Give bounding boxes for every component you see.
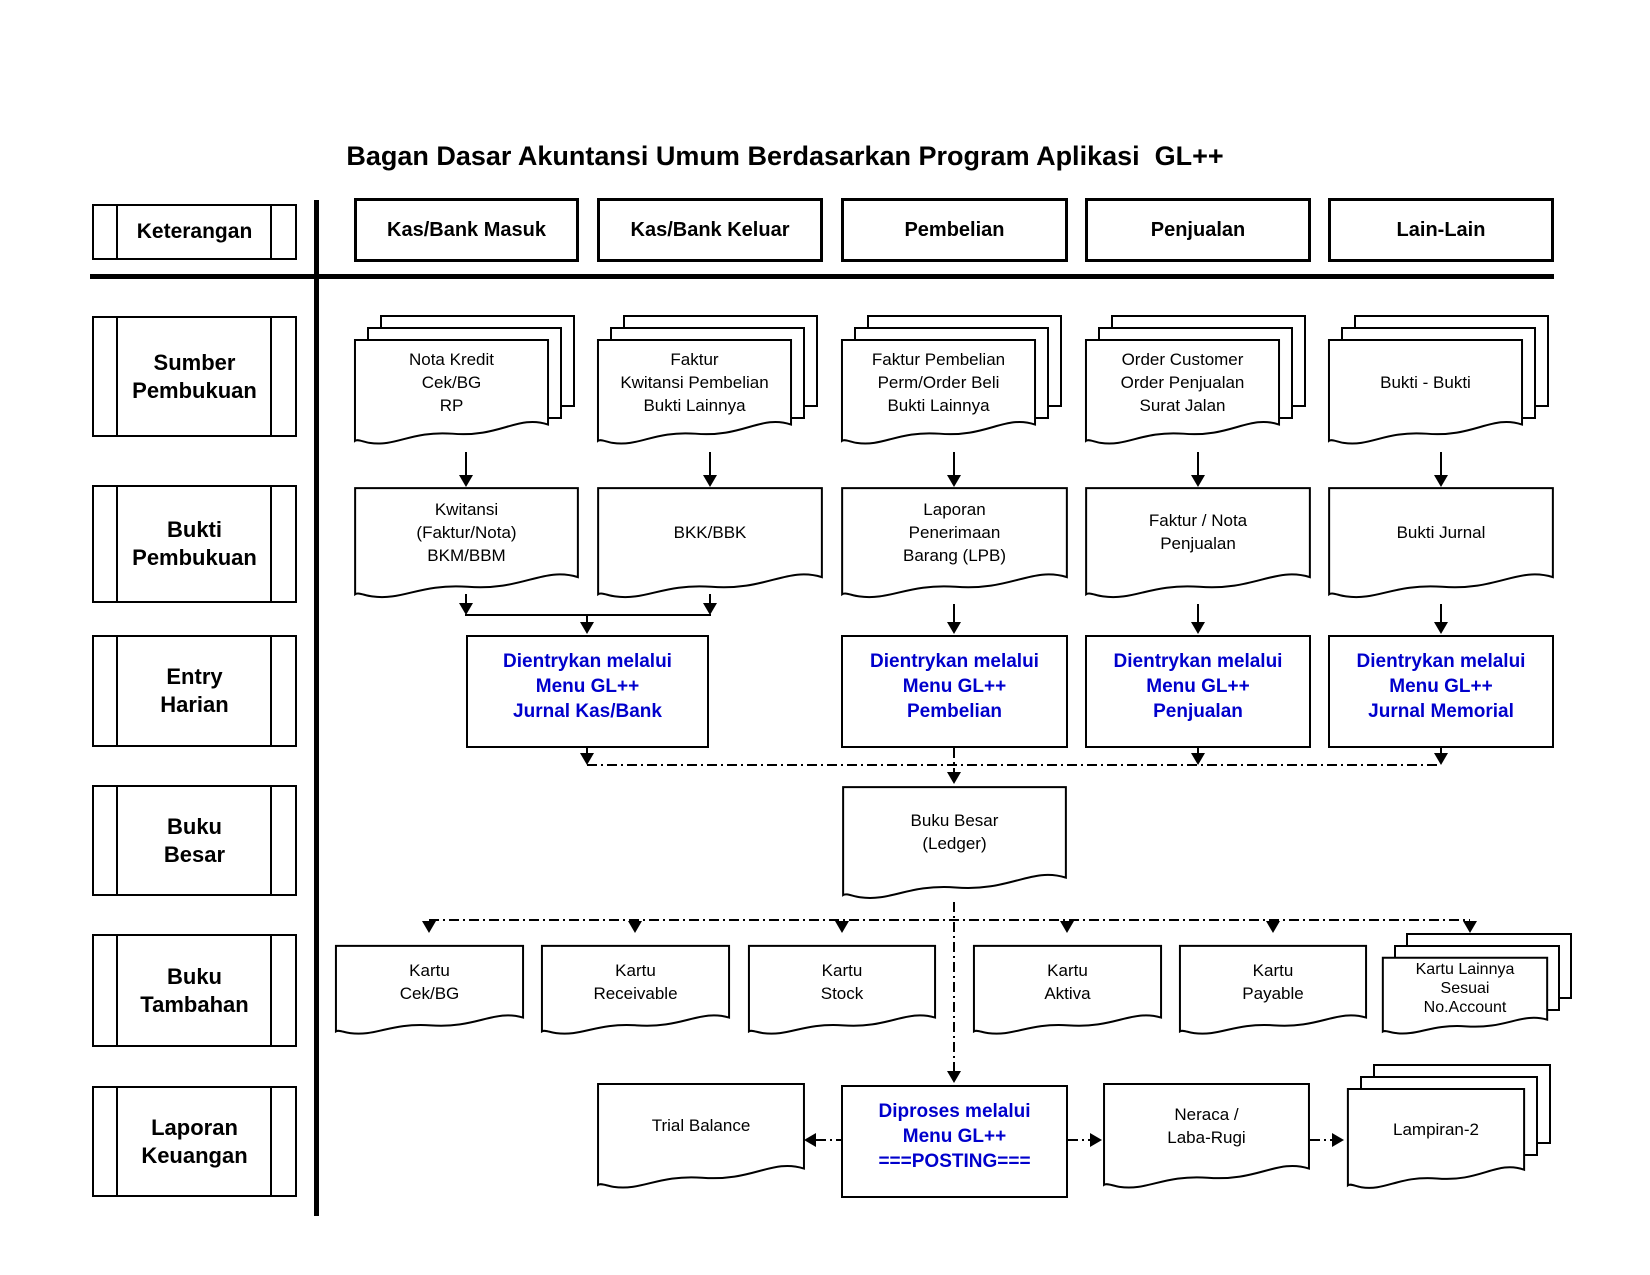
column-header-penjualan xyxy=(1085,198,1311,262)
entry-line: Dientrykan melalui xyxy=(870,651,1039,672)
row-label-line: Sumber xyxy=(153,349,236,375)
doc-text xyxy=(1330,339,1521,425)
doc-line: (Ledger) xyxy=(922,834,987,853)
legend-box-inner-line xyxy=(270,487,272,601)
entry-line: Dientrykan melalui xyxy=(1356,651,1526,672)
doc-line: Bukti Lainnya xyxy=(887,395,990,415)
arrow-down-icon xyxy=(703,475,717,487)
doc-line: (Faktur/Nota) xyxy=(416,522,517,542)
kartu-doc-stock xyxy=(748,945,936,1040)
entry-line: Dientrykan melalui xyxy=(1113,651,1283,672)
doc-line: Kartu Lainnya xyxy=(1415,960,1515,978)
column-header-label: Penjualan xyxy=(1150,218,1246,241)
doc-text xyxy=(337,945,522,1018)
kartu-doc-aktiva xyxy=(973,945,1162,1040)
doc-line: Kwitansi Pembelian xyxy=(620,372,769,392)
row-label-buku-tambahan xyxy=(92,934,297,1047)
arrow-line xyxy=(1440,604,1442,624)
doc-line: Sesuai xyxy=(1440,979,1490,997)
bukti-doc-lpb xyxy=(841,487,1068,605)
doc-line: Penjualan xyxy=(1160,534,1236,553)
header-separator-line xyxy=(90,274,1554,279)
posting-line: Menu GL++ xyxy=(902,1126,1007,1147)
doc-text xyxy=(750,945,934,1018)
posting-to-neraca-line xyxy=(1068,1139,1092,1141)
diagram-title: Bagan Dasar Akuntansi Umum Berdasarkan Program Aplikasi GL++ xyxy=(346,141,1224,171)
column-header-label: Kas/Bank Masuk xyxy=(387,218,546,241)
row-label-line: Bukti xyxy=(167,517,222,542)
row-label-line: Entry xyxy=(166,664,223,689)
kartu-doc-payable xyxy=(1179,945,1367,1040)
lampiran-doc xyxy=(1347,1088,1525,1195)
arrow-line xyxy=(1197,604,1199,624)
column-header-lain-lain xyxy=(1328,198,1554,262)
source-doc-lain-lain xyxy=(1328,339,1523,451)
legend-box-inner-line xyxy=(270,936,272,1045)
legend-box-inner-line xyxy=(270,318,272,435)
row-label-line: Keuangan xyxy=(141,1142,248,1168)
doc-text xyxy=(843,339,1034,425)
entry-box-penjualan xyxy=(1085,635,1311,748)
doc-line: Nota Kredit xyxy=(408,349,495,369)
arrow-line xyxy=(953,748,955,774)
doc-line: Stock xyxy=(820,983,864,1003)
doc-line: Perm/Order Beli xyxy=(877,372,1000,392)
ledger-doc xyxy=(842,786,1067,906)
row-label-sumber-pembukuan xyxy=(92,316,297,437)
doc-text xyxy=(356,339,547,425)
arrow-down-icon xyxy=(1434,622,1448,634)
row-label-bukti-pembukuan xyxy=(92,485,297,603)
row-label-line: Besar xyxy=(163,841,226,867)
doc-line: Bukti - Bukti xyxy=(1380,372,1471,392)
doc-line: Kartu xyxy=(1252,960,1294,980)
arrow-line xyxy=(1197,452,1199,476)
doc-line: Buku Besar xyxy=(910,811,999,830)
legend-box-inner-line xyxy=(270,637,272,745)
entry-line: Menu GL++ xyxy=(1389,676,1493,697)
doc-line: Receivable xyxy=(593,983,678,1003)
row-label-laporan-keuangan xyxy=(92,1086,297,1197)
posting-line: Diproses melalui xyxy=(878,1101,1031,1122)
doc-text xyxy=(1105,1083,1308,1168)
doc-text xyxy=(1087,487,1309,577)
doc-line: Aktiva xyxy=(1044,983,1091,1003)
arrow-down-icon xyxy=(1434,475,1448,487)
legend-box-inner-line xyxy=(116,206,118,258)
arrow-down-icon xyxy=(947,622,961,634)
doc-line: RP xyxy=(439,395,464,415)
source-doc-kas-bank-keluar xyxy=(597,339,792,451)
row-label-line: Buku xyxy=(167,813,222,839)
arrow-down-icon xyxy=(580,622,594,634)
doc-line: Kartu xyxy=(821,960,863,980)
bukti-doc-bkk-bbk xyxy=(597,487,823,605)
doc-line: Laporan xyxy=(923,499,986,519)
column-header-pembelian xyxy=(841,198,1068,262)
entry-line: Jurnal Kas/Bank xyxy=(513,701,662,722)
doc-line: Neraca / xyxy=(1174,1104,1239,1124)
column-header-label: Lain-Lain xyxy=(1396,218,1486,241)
posting-to-trial-line xyxy=(816,1139,841,1141)
arrow-line xyxy=(953,452,955,476)
legend-box-inner-line xyxy=(270,787,272,894)
doc-line: BKK/BBK xyxy=(673,522,747,542)
arrow-down-icon xyxy=(628,921,642,933)
doc-line: Kartu xyxy=(1047,960,1088,980)
doc-text xyxy=(844,786,1065,878)
legend-box-inner-line xyxy=(116,637,118,745)
row-label-line: Pembukuan xyxy=(132,545,257,570)
arrow-down-icon xyxy=(459,475,473,487)
doc-line: Barang (LPB) xyxy=(903,545,1006,565)
legend-box-inner-line xyxy=(116,318,118,435)
legend-box-inner-line xyxy=(116,787,118,894)
doc-line: Faktur / Nota xyxy=(1148,511,1248,530)
doc-line: Kartu xyxy=(615,960,656,980)
arrow-down-icon xyxy=(1191,475,1205,487)
doc-line: Lampiran-2 xyxy=(1393,1119,1479,1139)
source-doc-kas-bank-masuk xyxy=(354,339,549,451)
source-doc-penjualan xyxy=(1085,339,1280,451)
doc-line: Faktur Pembelian xyxy=(871,349,1006,369)
neraca-to-lampiran-line xyxy=(1310,1139,1334,1141)
bukti-doc-bukti-jurnal xyxy=(1328,487,1554,605)
legend-header-box xyxy=(92,204,297,260)
entry-line: Menu GL++ xyxy=(902,676,1007,697)
doc-text xyxy=(599,487,821,577)
entry-box-pembelian xyxy=(841,635,1068,748)
doc-line: Surat Jalan xyxy=(1139,395,1226,415)
column-header-label: Pembelian xyxy=(904,218,1005,241)
arrow-line xyxy=(465,452,467,476)
entry-box-jurnal-memorial xyxy=(1328,635,1554,748)
doc-line: Order Customer xyxy=(1121,349,1244,369)
kartu-doc-cek-bg xyxy=(335,945,524,1040)
trial-balance-doc xyxy=(597,1083,805,1195)
doc-line: Trial Balance xyxy=(651,1116,751,1135)
row-label-buku-besar xyxy=(92,785,297,896)
column-header-kas-bank-keluar xyxy=(597,198,823,262)
doc-line: Bukti Lainnya xyxy=(643,395,746,415)
arrow-down-icon xyxy=(1060,921,1074,933)
arrow-down-icon xyxy=(947,475,961,487)
doc-line: Laba-Rugi xyxy=(1167,1127,1246,1147)
column-separator-line xyxy=(314,200,319,1216)
entry-line: Dientrykan melalui xyxy=(503,651,672,672)
doc-text xyxy=(1384,957,1546,1019)
doc-line: Kwitansi xyxy=(434,499,499,519)
legend-box-inner-line xyxy=(270,1088,272,1195)
posting-box xyxy=(841,1085,1068,1198)
row-label-line: Harian xyxy=(160,692,229,717)
entry-line: Penjualan xyxy=(1153,701,1243,722)
doc-text xyxy=(599,1083,803,1168)
column-header-kas-bank-masuk xyxy=(354,198,579,262)
arrow-down-icon xyxy=(835,921,849,933)
arrow-down-icon xyxy=(947,1071,961,1083)
branch-dashdot-line xyxy=(429,919,1470,921)
doc-line: BKM/BBM xyxy=(427,545,506,565)
column-header-label: Kas/Bank Keluar xyxy=(630,218,790,241)
arrow-line xyxy=(953,604,955,624)
arrow-left-icon xyxy=(804,1133,816,1147)
arrow-down-icon xyxy=(422,921,436,933)
row-label-line: Laporan xyxy=(151,1114,238,1140)
arrow-down-icon xyxy=(947,772,961,784)
row-label-line: Pembukuan xyxy=(132,377,257,403)
doc-text xyxy=(599,339,790,425)
entry-box-jurnal-kas-bank xyxy=(466,635,709,748)
ledger-to-posting-line xyxy=(953,902,955,1072)
doc-line: Cek/BG xyxy=(421,372,482,392)
doc-text xyxy=(356,487,577,577)
doc-line: Penerimaan xyxy=(908,522,1001,542)
doc-line: Order Penjualan xyxy=(1120,372,1245,392)
doc-line: No.Account xyxy=(1423,998,1507,1016)
legend-box-inner-line xyxy=(116,487,118,601)
collector-dashdot-line xyxy=(587,764,1441,766)
doc-text xyxy=(1087,339,1278,425)
kartu-doc-receivable xyxy=(541,945,730,1040)
arrow-down-icon xyxy=(1191,622,1205,634)
kartu-doc-lainnya xyxy=(1382,957,1548,1039)
legend-box-inner-line xyxy=(116,1088,118,1195)
doc-line: Payable xyxy=(1242,983,1304,1003)
doc-text xyxy=(1181,945,1365,1018)
row-label-line: Buku xyxy=(167,963,222,989)
doc-line: Kartu xyxy=(409,960,450,980)
legend-box-inner-line xyxy=(116,936,118,1045)
row-label-entry-harian xyxy=(92,635,297,747)
bukti-doc-kwitansi xyxy=(354,487,579,605)
entry-line: Menu GL++ xyxy=(1146,676,1250,697)
entry-line: Menu GL++ xyxy=(535,676,640,697)
doc-text xyxy=(543,945,728,1018)
arrow-down-icon xyxy=(1266,921,1280,933)
entry-line: Jurnal Memorial xyxy=(1368,701,1514,722)
legend-header-label: Keterangan xyxy=(136,220,253,243)
doc-text xyxy=(975,945,1160,1018)
merge-bracket-line xyxy=(465,614,711,616)
doc-line: Faktur xyxy=(670,349,719,369)
arrow-right-icon xyxy=(1332,1133,1344,1147)
doc-line: Bukti Jurnal xyxy=(1396,522,1486,542)
doc-text xyxy=(843,487,1066,577)
bukti-doc-faktur-nota-penjualan xyxy=(1085,487,1311,605)
legend-box-inner-line xyxy=(270,206,272,258)
row-label-line: Tambahan xyxy=(140,991,249,1017)
arrow-line xyxy=(1440,452,1442,476)
source-doc-pembelian xyxy=(841,339,1036,451)
doc-text xyxy=(1349,1088,1523,1170)
doc-text xyxy=(1330,487,1552,577)
arrow-right-icon xyxy=(1090,1133,1102,1147)
arrow-line xyxy=(709,452,711,476)
neraca-doc xyxy=(1103,1083,1310,1195)
arrow-down-icon xyxy=(1463,921,1477,933)
posting-line: ===POSTING=== xyxy=(878,1151,1031,1172)
doc-line: Cek/BG xyxy=(399,983,460,1003)
entry-line: Pembelian xyxy=(906,701,1003,722)
